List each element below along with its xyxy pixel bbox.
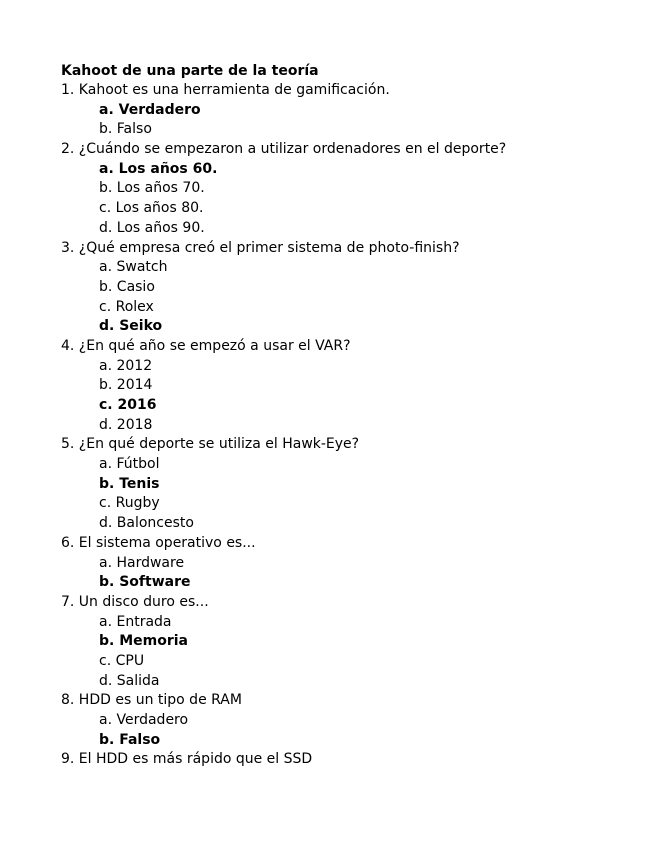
correct-answer-option: a. Verdadero [99,101,201,118]
answer-option: d. Baloncesto [99,515,194,532]
answer-option: a. Hardware [99,554,185,571]
question-3: 3. ¿Qué empresa creó el primer sistema de photo-finish? [61,239,460,256]
answer-option: d. Salida [99,672,160,689]
correct-answer-option: b. Tenis [99,475,160,492]
document-title: Kahoot de una parte de la teoría [61,63,319,79]
question-7: 7. Un disco duro es... [61,593,209,610]
answer-option: a. Entrada [99,613,172,630]
correct-answer-option: b. Memoria [99,633,188,650]
correct-answer-option: b. Software [99,574,191,591]
question-9: 9. El HDD es más rápido que el SSD [61,751,313,768]
document-body [61,61,621,770]
correct-answer-option: d. Seiko [99,318,163,335]
question-6: 6. El sistema operativo es... [61,534,256,551]
answer-option: b. Falso [99,121,152,138]
answer-option: a. 2012 [99,357,153,374]
correct-answer-option: c. 2016 [99,397,157,413]
question-list [61,81,621,770]
question-8: 8. HDD es un tipo de RAM [61,692,242,709]
answer-option: d. 2018 [99,416,153,433]
answer-option: b. Casio [99,278,155,295]
answer-option: b. 2014 [99,377,153,394]
correct-answer-option: a. Los años 60. [99,160,218,177]
answer-option: a. Fútbol [99,456,160,473]
question-4: 4. ¿En qué año se empezó a usar el VAR? [61,337,351,354]
answer-option: c. Rugby [99,495,160,512]
answer-option: a. Swatch [99,259,168,276]
question-2: 2. ¿Cuándo se empezaron a utilizar ordenadores en el deporte? [61,141,507,158]
question-5: 5. ¿En qué deporte se utiliza el Hawk-Eye? [61,436,360,453]
answer-option: a. Verdadero [99,712,189,728]
answer-option: c. Rolex [99,298,154,315]
answer-option: b. Los años 70. [99,180,205,197]
answer-option: c. Los años 80. [99,200,204,217]
answer-option: c. CPU [99,652,145,669]
question-1: 1. Kahoot es una herramienta de gamificación. [61,82,390,98]
answer-option: d. Los años 90. [99,219,205,236]
correct-answer-option: b. Falso [99,731,161,748]
